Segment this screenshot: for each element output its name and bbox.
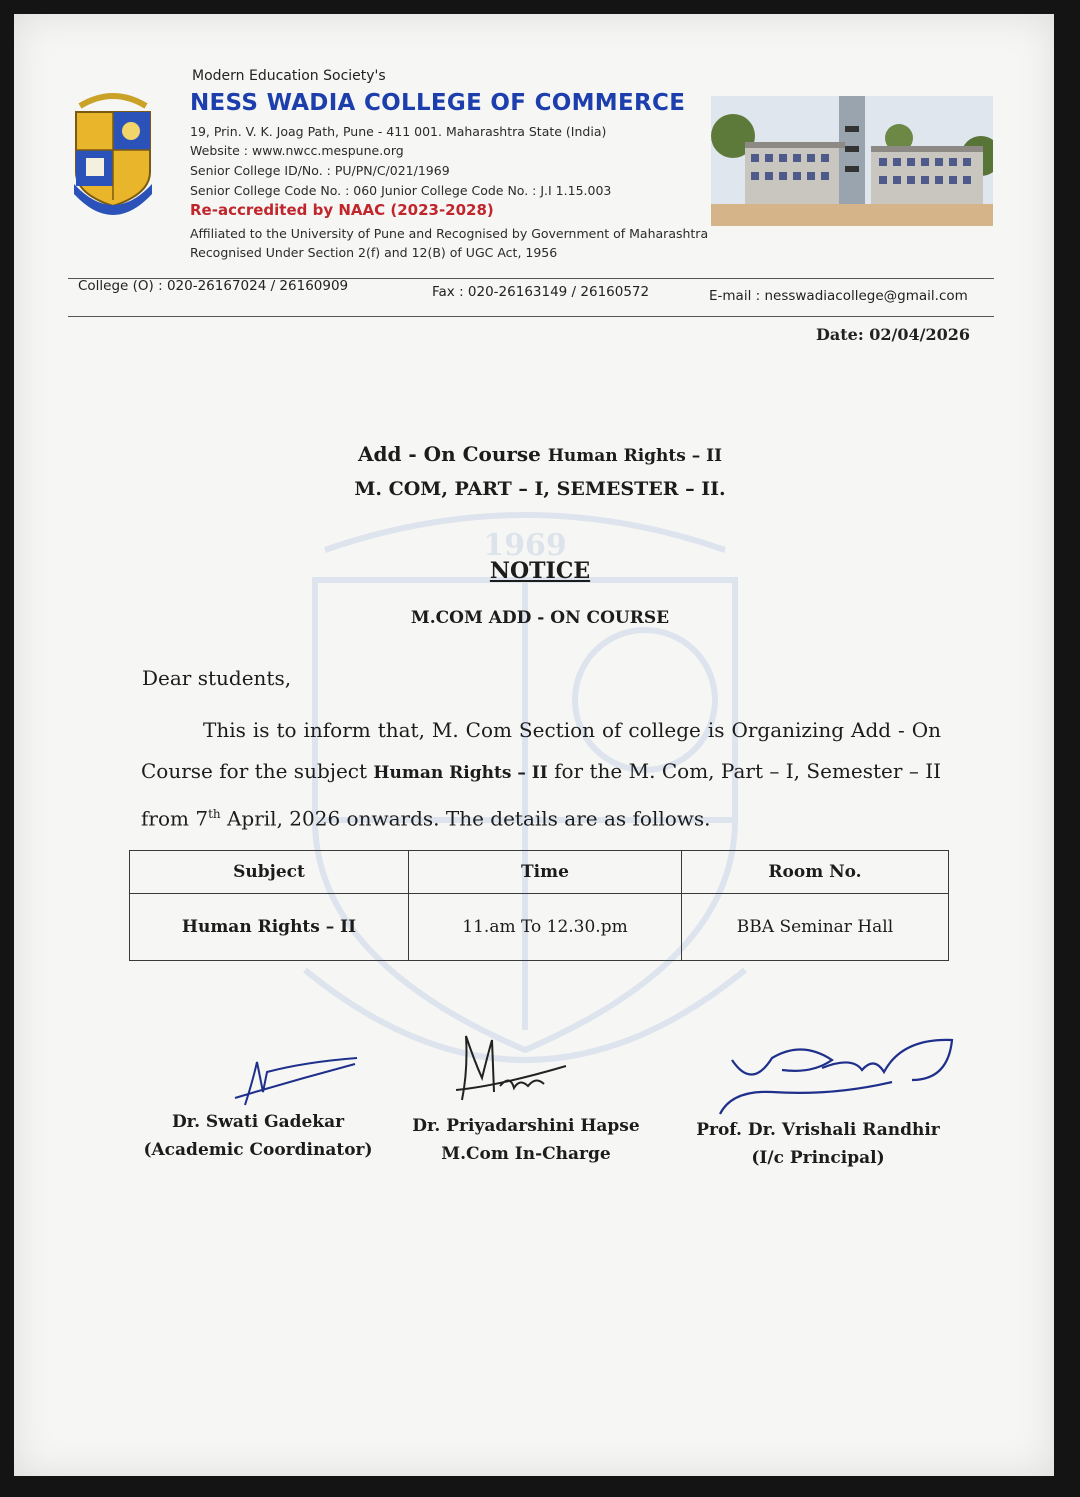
college-email: E-mail : nesswadiacollege@gmail.com: [709, 288, 968, 304]
header-room: Room No.: [682, 851, 949, 894]
signature-hapse: [448, 1030, 578, 1110]
greeting: Dear students,: [142, 666, 292, 690]
table-header-row: [130, 851, 949, 894]
body-part3: April, 2026 onwards. The details are as follows.: [220, 806, 711, 831]
naac-accreditation: Re-accredited by NAAC (2023-2028): [190, 201, 494, 219]
course-title-subject: Human Rights – II: [547, 446, 723, 466]
college-building-photo: [711, 96, 993, 226]
header-time: Time: [409, 851, 682, 894]
notice-date: Date: 02/04/2026: [816, 325, 971, 344]
header-subject: Subject: [130, 851, 409, 894]
signatory-2: [396, 1112, 656, 1168]
college-phone: College (O) : 020-26167024 / 26160909: [78, 278, 349, 294]
course-title-prefix: Add - On Course: [357, 442, 548, 466]
cell-time: 11.am To 12.30.pm: [409, 894, 682, 961]
recognition-text: Recognised Under Section 2(f) and 12(B) of UGC Act, 1956: [190, 245, 558, 260]
college-code: Senior College Code No. : 060 Junior College Code No. : J.I 1.15.003: [190, 183, 612, 198]
course-title: [0, 442, 1080, 466]
college-address: 19, Prin. V. K. Joag Path, Pune - 411 001. Maharashtra State (India): [190, 124, 607, 139]
cell-room: BBA Seminar Hall: [682, 894, 949, 961]
signatory-1-name: Dr. Swati Gadekar: [171, 1112, 345, 1132]
header-rule-bottom: [68, 316, 994, 317]
college-name: NESS WADIA COLLEGE OF COMMERCE: [190, 90, 686, 116]
society-name: Modern Education Society's: [192, 68, 386, 84]
notice-heading: NOTICE: [489, 558, 591, 584]
college-fax: Fax : 020-26163149 / 26160572: [432, 284, 650, 300]
table-row: [130, 894, 949, 961]
signature-gadekar: [205, 1050, 365, 1110]
schedule-table: [129, 850, 949, 961]
signature-randhir: [712, 1030, 962, 1118]
body-subject: Human Rights – II: [373, 763, 548, 783]
college-website: Website : www.nwcc.mespune.org: [190, 143, 404, 158]
signatory-3-role: (I/c Principal): [751, 1148, 885, 1168]
notice-body: [141, 710, 941, 840]
signatory-3-name: Prof. Dr. Vrishali Randhir: [696, 1120, 940, 1140]
signatory-1-role: (Academic Coordinator): [143, 1140, 373, 1160]
notice-subheading: M.COM ADD - ON COURSE: [410, 608, 670, 628]
signatory-3: [690, 1116, 946, 1172]
signatory-2-role: M.Com In-Charge: [441, 1144, 611, 1164]
body-part2: for the M. Com, Part – I, Semester – II from 7: [141, 759, 942, 831]
body-part1: This is to inform that, M. Com Section of college is Organizing Add - On Course for the subject: [141, 718, 941, 783]
college-logo-icon: [72, 76, 154, 218]
cell-subject: Human Rights – II: [130, 894, 409, 961]
signatory-1: [138, 1108, 378, 1164]
affiliation-text: Affiliated to the University of Pune and Recognised by Government of Maharashtra: [190, 226, 709, 241]
body-sup: th: [208, 807, 221, 821]
college-id: Senior College ID/No. : PU/PN/C/021/1969: [190, 163, 450, 178]
signatory-2-name: Dr. Priyadarshini Hapse: [412, 1116, 640, 1136]
course-program: M. COM, PART – I, SEMESTER – II.: [354, 478, 726, 500]
svg-text:1969: 1969: [483, 528, 567, 563]
